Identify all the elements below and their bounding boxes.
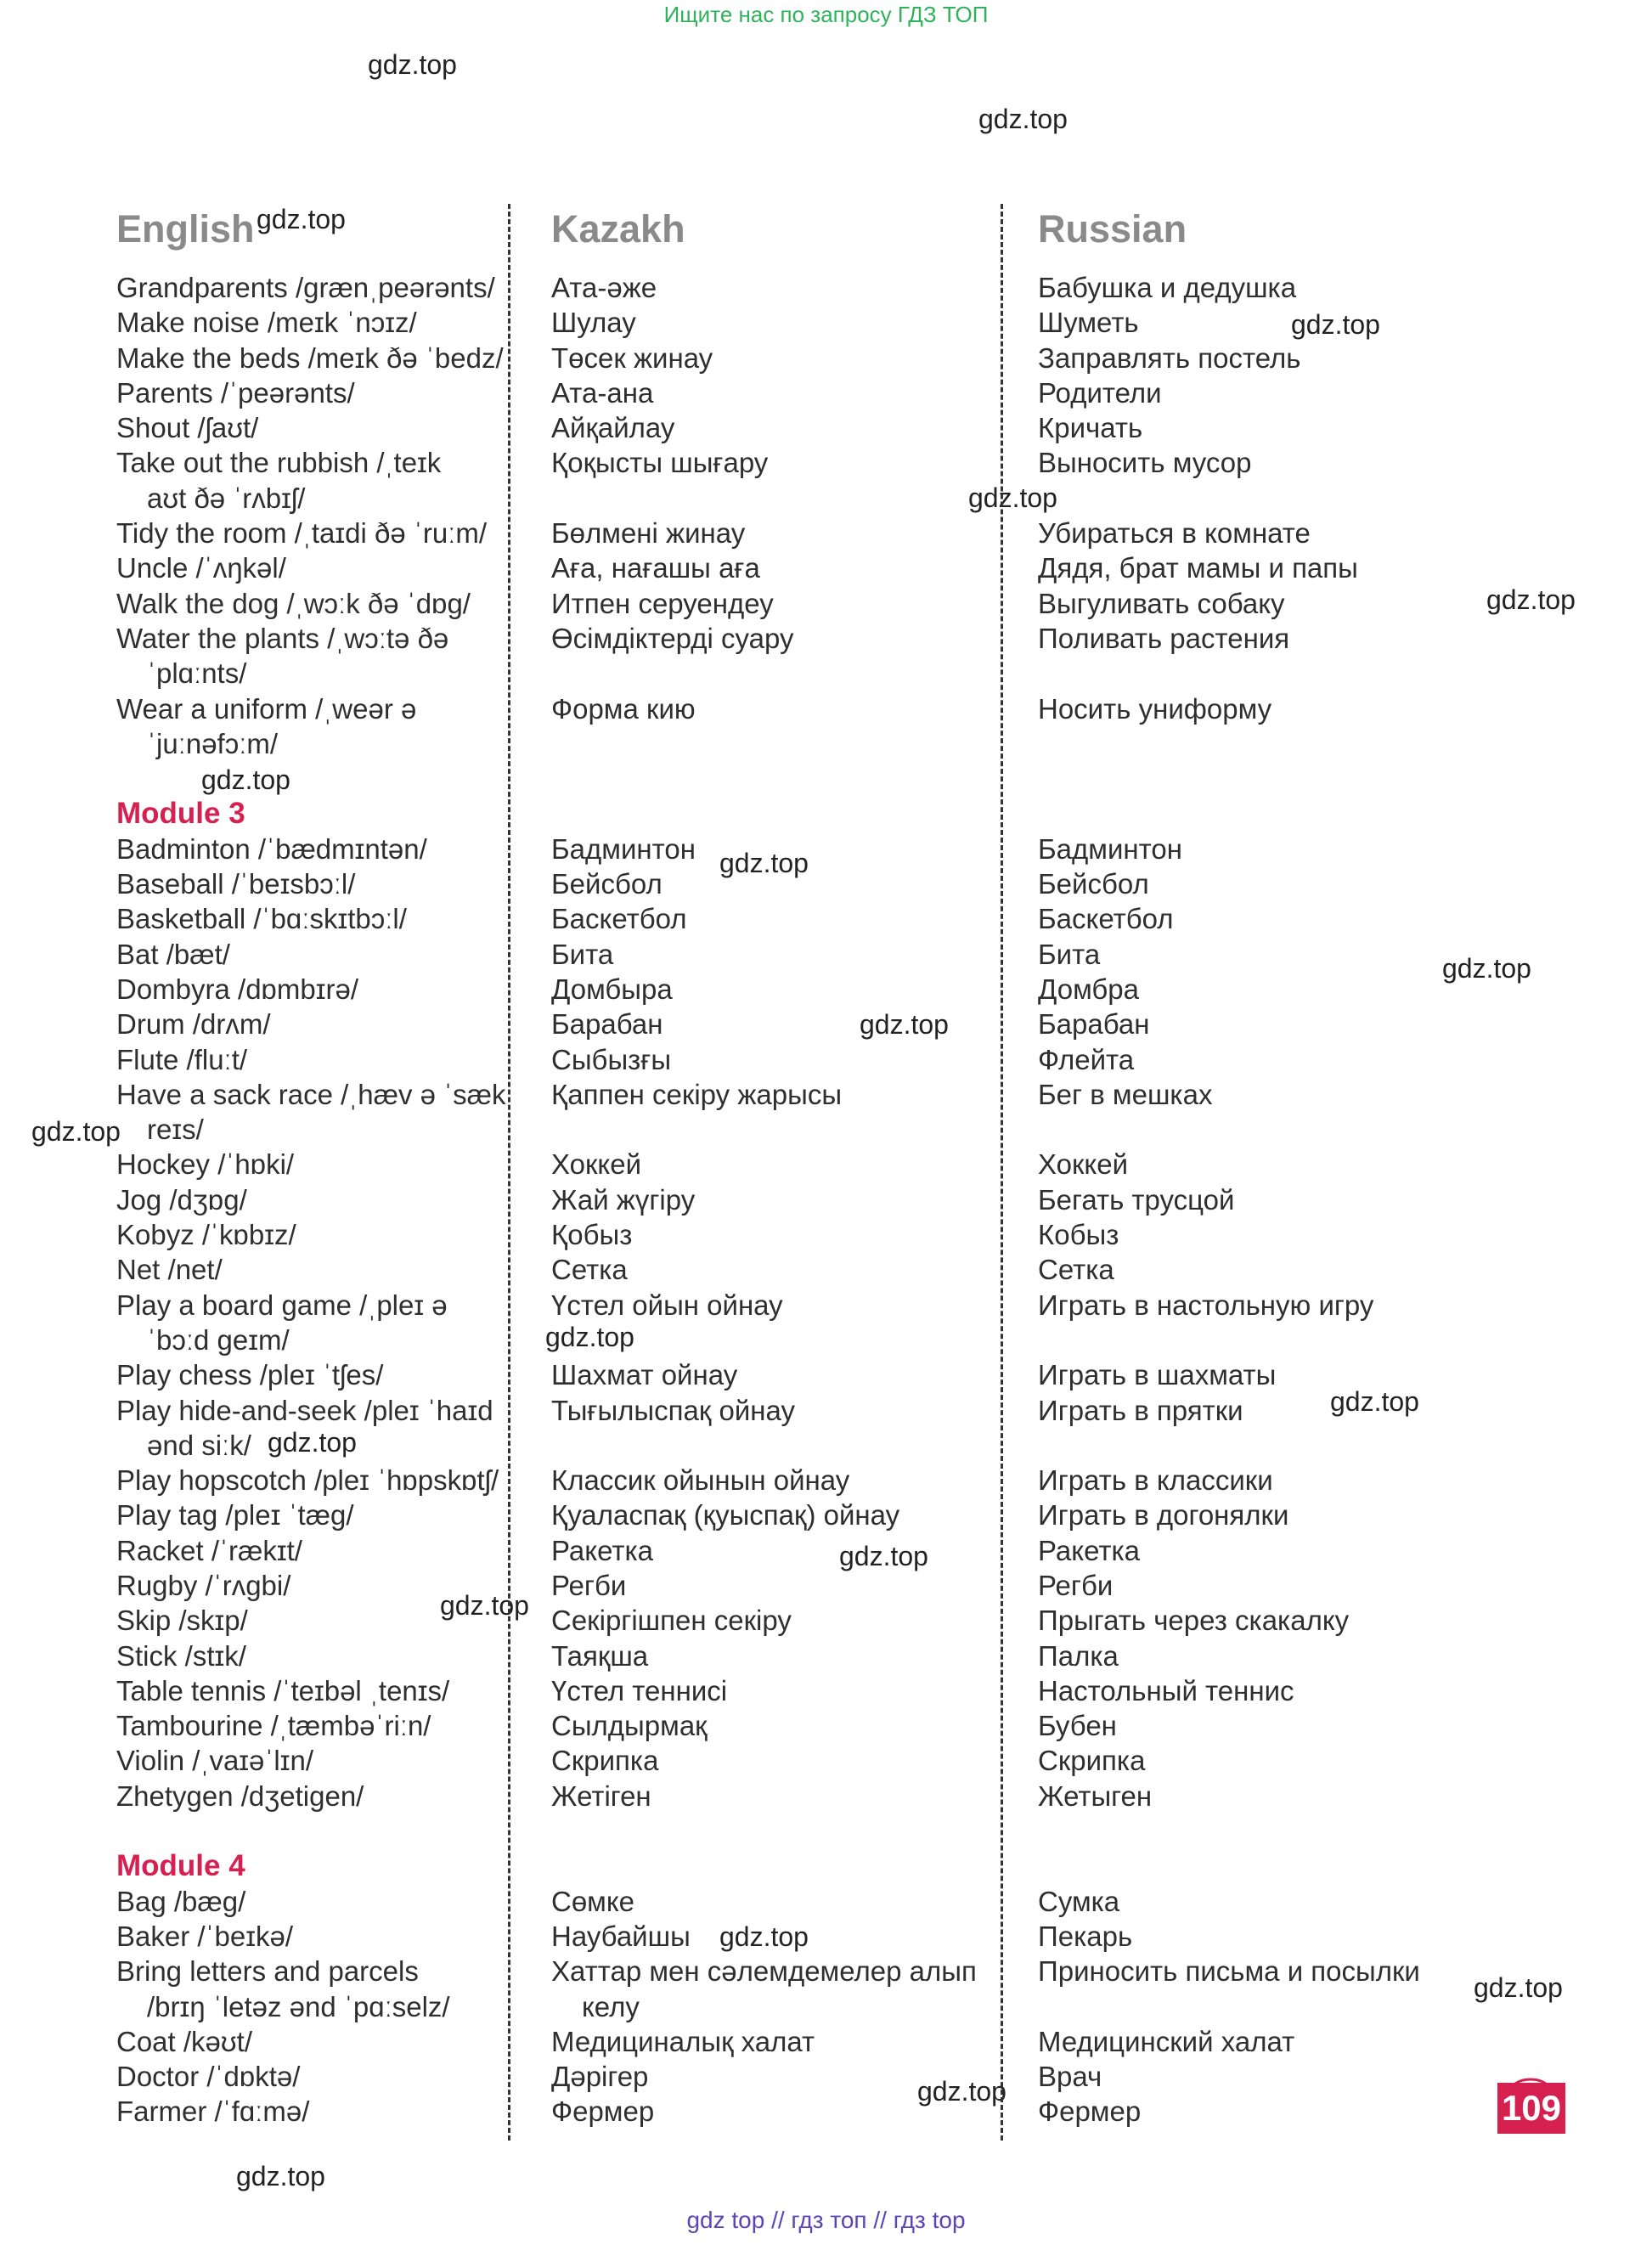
page-number: 109	[1497, 2083, 1565, 2134]
vocab-line: Играть в классики	[1038, 1464, 1273, 1497]
vocab-line: Медициналық халат	[551, 2025, 815, 2057]
vocab-line: Дядя, брат мамы и папы	[1038, 552, 1358, 584]
vocab-line: Барабан	[551, 1008, 663, 1041]
vocab-line: Table tennis /ˈteɪbəl ˌtenɪs/	[116, 1674, 450, 1706]
vocab-line: Бита	[551, 938, 614, 970]
vocab-line: Палка	[1038, 1639, 1119, 1672]
vocab-line: Bat /bæt/	[116, 938, 230, 970]
vocab-line: Играть в шахматы	[1038, 1359, 1277, 1391]
vocab-line: Net /net/	[116, 1254, 223, 1286]
vocab-line: Заправлять постель	[1038, 341, 1301, 374]
vocab-line: Flute /fluːt/	[116, 1043, 248, 1075]
vocab-line: Медицинский халат	[1038, 2025, 1295, 2057]
vocab-line: Play hopscotch /pleɪ ˈhɒpskɒtʃ/	[116, 1464, 499, 1497]
english-header: English	[116, 207, 255, 251]
vocab-line: Барабан	[1038, 1008, 1150, 1041]
vocab-line: Форма кию	[551, 692, 696, 725]
vocab-line: Bag /bæɡ/	[116, 1885, 246, 1917]
vocab-line	[1038, 656, 1565, 691]
module-heading: Module 3	[116, 797, 245, 831]
vocab-line: Играть в догонялки	[1038, 1499, 1289, 1531]
vocab-line: Шулау	[551, 307, 636, 339]
watermark: gdz.top	[917, 2076, 1006, 2107]
watermark: gdz.top	[719, 848, 809, 878]
vocab-line: Water the plants /ˌwɔːtə ðə	[116, 622, 449, 654]
vocab-line: Skip /skɪp/	[116, 1605, 248, 1637]
vocab-line	[1038, 481, 1565, 516]
vocab-line: Кобыз	[1038, 1219, 1119, 1251]
vocab-line: Шуметь	[1038, 307, 1139, 339]
vocab-line: Tambourine /ˌtæmbəˈriːn/	[116, 1710, 431, 1742]
vocab-line: Бөлмені жинау	[551, 517, 746, 550]
vocab-line: Регби	[551, 1569, 627, 1601]
vocab-line: Make noise /meɪk ˈnɔɪz/	[116, 307, 417, 339]
watermark: gdz.top	[257, 204, 346, 234]
vocab-line: Ракетка	[1038, 1534, 1140, 1566]
vocab-line: Hockey /ˈhɒki/	[116, 1148, 295, 1181]
russian-lines	[1038, 270, 1565, 2129]
vocab-line: Baker /ˈbeɪkə/	[116, 1920, 294, 1952]
vocab-line: Бадминтон	[1038, 832, 1182, 865]
vocab-line	[551, 1813, 993, 1848]
column-divider	[508, 204, 510, 2141]
vocab-line: Бейсбол	[551, 868, 662, 900]
english-lines	[116, 270, 506, 2129]
vocab-line: Өсімдіктерді суару	[551, 622, 794, 654]
vocab-line	[1038, 796, 1565, 831]
vocab-line	[551, 1848, 993, 1883]
english-column	[116, 202, 506, 2129]
vocab-line	[1038, 1112, 1565, 1147]
vocab-line: Убираться в комнате	[1038, 517, 1311, 550]
watermark: gdz.top	[1474, 1972, 1563, 2003]
watermark: gdz.top	[1291, 309, 1380, 340]
vocab-line: Бадминтон	[551, 832, 696, 865]
vocab-line: Хоккей	[1038, 1148, 1129, 1181]
vocab-line	[1038, 726, 1565, 761]
vocab-line: Play a board game /ˌpleɪ ə	[116, 1289, 448, 1321]
vocab-line: Сетка	[1038, 1254, 1114, 1286]
vocab-line: Basketball /ˈbɑːskɪtbɔːl/	[116, 903, 407, 935]
vocab-line: келу	[582, 1990, 640, 2022]
vocab-line: Ата-ана	[551, 376, 654, 409]
vocab-line: Скрипка	[551, 1745, 659, 1777]
vocab-line: Выносить мусор	[1038, 447, 1252, 479]
vocab-line: Врач	[1038, 2061, 1102, 2093]
vocab-line: Бейсбол	[1038, 868, 1149, 900]
vocab-line: Носить униформу	[1038, 692, 1272, 725]
watermark: gdz.top	[719, 1921, 809, 1952]
vocab-line: Қуаласпақ (қуыспақ) ойнау	[551, 1499, 900, 1531]
russian-column	[1038, 202, 1565, 2129]
vocab-line: Baseball /ˈbeɪsbɔːl/	[116, 868, 356, 900]
vocab-line	[116, 761, 503, 796]
vocab-line: Родители	[1038, 376, 1162, 409]
vocab-line	[1038, 761, 1565, 796]
vocab-line: Фермер	[1038, 2096, 1142, 2128]
vocab-line: Жай жүгіру	[551, 1183, 696, 1216]
vocab-line: Қоқысты шығару	[551, 447, 769, 479]
vocab-line: Домбыра	[551, 973, 673, 1005]
vocab-line: Жетіген	[551, 1780, 651, 1812]
vocab-line: Have a sack race /ˌhæv ə ˈsæk	[116, 1078, 506, 1110]
vocab-line	[551, 726, 993, 761]
vocab-line: Төсек жинау	[551, 341, 713, 374]
vocab-line: Grandparents /ɡrænˌpeərənts/	[116, 272, 495, 303]
vocab-line: Сетка	[551, 1254, 628, 1286]
vocab-line: Racket /ˈrækɪt/	[116, 1534, 302, 1566]
vocab-line: Шахмат ойнау	[551, 1359, 738, 1391]
vocab-line: Parents /ˈpeərənts/	[116, 376, 355, 409]
module-heading: Module 4	[116, 1849, 245, 1883]
watermark: gdz.top	[1486, 584, 1576, 615]
vocab-line: Bring letters and parcels	[116, 1955, 419, 1988]
kazakh-column	[551, 202, 993, 2129]
vocab-line: Қобыз	[551, 1219, 633, 1251]
vocab-line: Скрипка	[1038, 1745, 1146, 1777]
vocab-line: Флейта	[1038, 1043, 1135, 1075]
vocab-line: Сыбызғы	[551, 1043, 672, 1075]
vocab-line: Violin /ˌvaɪəˈlɪn/	[116, 1745, 313, 1777]
watermark: gdz.top	[860, 1009, 949, 1040]
vocab-line: Jog /dʒɒɡ/	[116, 1183, 247, 1216]
vocab-line: Ата-әже	[551, 272, 657, 303]
vocab-line: Kobyz /ˈkɒbɪz/	[116, 1219, 296, 1251]
vocab-line: Тығылыспақ ойнау	[551, 1394, 795, 1426]
vocab-line: Zhetygen /dʒetigen/	[116, 1780, 364, 1812]
vocab-line	[1038, 1989, 1565, 2024]
watermark: gdz.top	[968, 482, 1057, 513]
vocab-line: Бубен	[1038, 1710, 1117, 1742]
vocab-line: Coat /kəʊt/	[116, 2025, 252, 2057]
vocab-line: Секіргішпен секіру	[551, 1605, 792, 1637]
vocab-line	[116, 1813, 503, 1848]
vocab-line: Играть в прятки	[1038, 1394, 1243, 1426]
watermark: gdz.top	[1442, 953, 1531, 984]
top-banner: Ищите нас по запросу ГДЗ ТОП	[663, 2, 989, 27]
vocab-line: Uncle /ˈʌŋkəl/	[116, 552, 286, 584]
vocab-line	[551, 796, 993, 831]
vocab-line: Drum /drʌm/	[116, 1008, 271, 1041]
vocab-line: Наубайшы	[551, 1920, 691, 1952]
vocab-line: Бег в мешках	[1038, 1078, 1213, 1110]
kazakh-lines	[551, 270, 993, 2129]
vocab-line	[551, 481, 993, 516]
vocab-line: Take out the rubbish /ˌteɪk	[116, 447, 442, 479]
vocab-line: Играть в настольную игру	[1038, 1289, 1374, 1321]
watermark: gdz.top	[978, 104, 1068, 134]
vocab-line: Хоккей	[551, 1148, 642, 1181]
vocab-line: aʊt ðə ˈrʌbɪʃ/	[147, 482, 306, 514]
vocab-line: Үстел ойын ойнау	[551, 1289, 783, 1321]
vocab-line: Дәрігер	[551, 2061, 649, 2093]
vocab-line: ənd siːk/	[147, 1429, 251, 1461]
vocab-line: Хаттар мен сәлемдемелер алып	[551, 1955, 977, 1988]
watermark: gdz.top	[268, 1427, 357, 1458]
vocab-line: Play tag /pleɪ ˈtæɡ/	[116, 1499, 354, 1531]
watermark: gdz.top	[368, 49, 457, 80]
watermark: gdz.top	[545, 1322, 634, 1352]
kazakh-header: Kazakh	[551, 207, 685, 251]
vocab-line: Farmer /ˈfɑːmə/	[116, 2096, 310, 2128]
vocab-line: Dombyra /dɒmbɪrə/	[116, 973, 359, 1005]
watermark: gdz.top	[236, 2161, 325, 2191]
vocab-line	[1038, 1428, 1565, 1463]
russian-header: Russian	[1038, 207, 1187, 251]
watermark: gdz.top	[1330, 1386, 1419, 1417]
vocab-line: Бита	[1038, 938, 1101, 970]
vocab-line	[551, 1323, 993, 1357]
vocab-line: Shout /ʃaʊt/	[116, 412, 259, 444]
vocab-line: Tidy the room /ˌtaɪdi ðə ˈruːm/	[116, 517, 487, 550]
vocab-line: Итпен серуендеу	[551, 587, 774, 619]
vocab-line: Rugby /ˈrʌɡbi/	[116, 1569, 291, 1601]
vocab-line: Жетыген	[1038, 1780, 1153, 1812]
vocab-line: Айқайлау	[551, 412, 675, 444]
vocab-line	[1038, 1848, 1565, 1883]
vocab-line: Классик ойынын ойнау	[551, 1464, 850, 1497]
vocab-line: Үстел теннисі	[551, 1674, 728, 1706]
vocab-line: Сылдырмақ	[551, 1710, 708, 1742]
vocab-line: Wear a uniform /ˌweər ə	[116, 692, 417, 725]
watermark: gdz.top	[31, 1116, 121, 1147]
vocab-line: Make the beds /meɪk ðə ˈbedz/	[116, 341, 504, 374]
vocab-line: Сөмке	[551, 1885, 635, 1917]
vocab-line: Play hide-and-seek /pleɪ ˈhaɪd	[116, 1394, 493, 1426]
vocab-line: Фермер	[551, 2096, 655, 2128]
vocab-line: Бабушка и дедушка	[1038, 272, 1297, 303]
vocab-line: Приносить письма и посылки	[1038, 1955, 1420, 1988]
vocab-line	[551, 761, 993, 796]
vocab-line	[551, 656, 993, 691]
vocab-line	[1038, 1813, 1565, 1848]
vocab-line: Бегать трусцой	[1038, 1183, 1235, 1216]
vocab-line: reɪs/	[147, 1114, 204, 1146]
vocab-line: ˈjuːnəfɔːm/	[147, 727, 279, 759]
watermark: gdz.top	[201, 764, 290, 795]
vocab-line: Сумка	[1038, 1885, 1120, 1917]
vocab-line: Қаппен секіру жарысы	[551, 1078, 843, 1110]
vocab-line: /brɪŋ ˈletəz ənd ˈpɑːselz/	[147, 1990, 450, 2022]
vocab-line: Play chess /pleɪ ˈtʃes/	[116, 1359, 384, 1391]
vocab-line: Ракетка	[551, 1534, 653, 1566]
vocab-line: Badminton /ˈbædmɪntən/	[116, 832, 427, 865]
bottom-banner: gdz top // гдз топ // гдз top	[686, 2207, 966, 2233]
vocab-line	[551, 1112, 993, 1147]
vocab-line: ˈplɑːnts/	[147, 657, 247, 690]
vocab-line: Прыгать через скакалку	[1038, 1605, 1350, 1637]
vocab-line: Walk the dog /ˌwɔːk ðə ˈdɒɡ/	[116, 587, 471, 619]
watermark: gdz.top	[839, 1541, 928, 1571]
vocab-line: Аға, нағашы аға	[551, 552, 760, 584]
vocab-line: Doctor /ˈdɒktə/	[116, 2061, 301, 2093]
watermark: gdz.top	[440, 1590, 529, 1621]
vocab-line	[1038, 1323, 1565, 1357]
vocab-line: Регби	[1038, 1569, 1114, 1601]
vocab-line: Выгуливать собаку	[1038, 587, 1285, 619]
vocab-line: Поливать растения	[1038, 622, 1290, 654]
vocab-line: Домбра	[1038, 973, 1139, 1005]
vocab-line: ˈbɔːd ɡeɪm/	[147, 1323, 290, 1356]
vocab-line: Пекарь	[1038, 1920, 1133, 1952]
vocab-line: Настольный теннис	[1038, 1674, 1294, 1706]
vocab-line	[551, 1428, 993, 1463]
vocab-line: Stick /stɪk/	[116, 1639, 246, 1672]
column-divider	[1001, 204, 1003, 2141]
vocab-line: Баскетбол	[551, 903, 687, 935]
vocab-line: Баскетбол	[1038, 903, 1174, 935]
vocab-line: Кричать	[1038, 412, 1143, 444]
vocab-line: Таяқша	[551, 1639, 649, 1672]
